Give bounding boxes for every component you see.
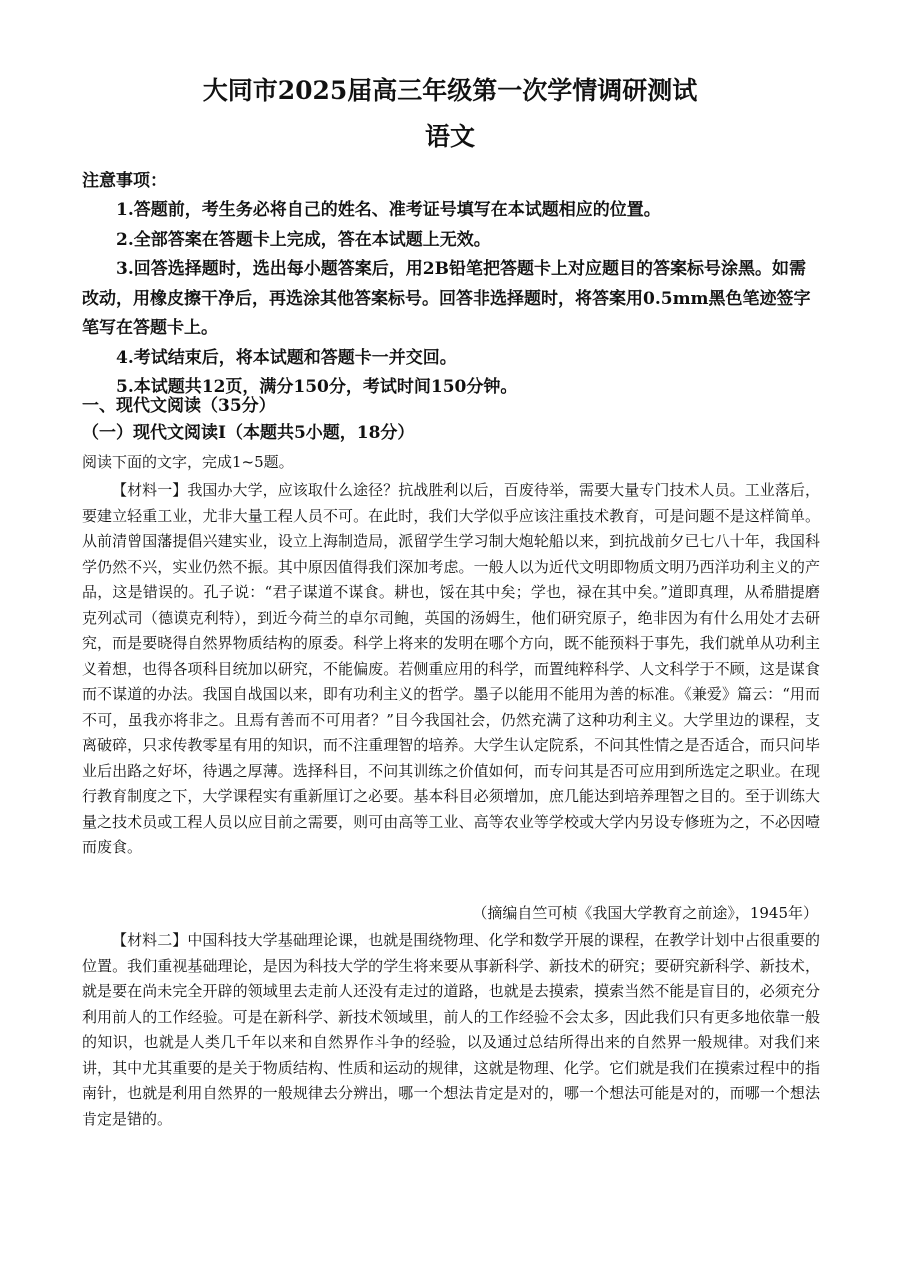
notes-heading: 注意事项： [82,171,167,191]
exam-title: 大同市2025届高三年级第一次学情调研测试 [202,76,698,105]
note-item: 2.全部答案在答题卡上完成，答在本试题上无效。 [116,229,491,250]
subsection-heading: （一）现代文阅读Ⅰ（本题共5小题，18分） [82,423,415,443]
material-one-source: （摘编自竺可桢《我国大学教育之前途》，1945年） [472,904,818,922]
note-item: 5.本试题共12页，满分150分，考试时间150分钟。 [116,377,518,397]
note-item: 1.答题前，考生务必将自己的姓名、准考证号填写在本试题相应的位置。 [116,200,661,220]
section-heading: 一、现代文阅读（35分） [82,396,276,416]
reading-instruction: 阅读下面的文字，完成1~5题。 [82,453,294,471]
note-item: 3.回答选择题时，选出每小题答案后，用2B铅笔把答题卡上对应题目的答案标号涂黑。如需改动，用橡皮擦干净后，再选涂其他答案标号。回答非选择题时，将答案用0.5mm黑色笔迹签字笔写在答题卡上。 [82,259,811,338]
note-item: 4.考试结束后，将本试题和答题卡一并交回。 [116,347,457,368]
material-two-text: 【材料二】中国科技大学基础理论课，也就是围绕物理、化学和数学开展的课程，在教学计划中占很重要的位置。我们重视基础理论，是因为科技大学的学生将来要从事新科学、新技术的研究；要研究新科学、新技术，就是要在尚未完全开辟的领域里去走前人还没有走过的道路，也就是去摸索，摸索当然不能是盲目的，必须充分利用前人的工作经验。可是在新科学、新技术领域里，前人的工作经验不会太多，因此我们只有更多地依靠一般的知识，也就是人类几千年以来和自然界作斗争的经验，以及通过总结所得出来的自然界一般规律。对我们来讲，其中尤其重要的是关于物质结构、性质和运动的规律，这就是物理、化学。它们就是我们在摸索过程中的指南针，也就是利用自然界的一般规律去分辨出，哪一个想法肯定是对的，哪一个想法可能是对的，而哪一个想法肯定是错的。 [82,931,820,1128]
material-one-text: 【材料一】我国办大学，应该取什么途径？抗战胜利以后，百废待举，需要大量专门技术人员。工业落后，要建立轻重工业，尤非大量工程人员不可。在此时，我们大学似乎应该注重技术教育，可是问题不是这样简单。从前清曾国藩提倡兴建实业，设立上海制造局，派留学生学习制大炮轮船以来，到抗战前夕已七八十年，我国科学仍然不兴，实业仍然不振。其中原因值得我们深加考虑。一般人以为近代文明即物质文明乃西洋功利主义的产品，这是错误的。孔子说：“君子谋道不谋食。耕也，馁在其中矣；学也，禄在其中矣。”道即真理，从希腊提磨克列忒司（德谟克利特），到近今荷兰的卓尔司鲍，英国的汤姆生，他们研究原子，绝非因为有什么用处才去研究，而是要晓得自然界物质结构的原委。科学上将来的发明在哪个方向，既不能预料于事先，我们就单从功利主义着想，也得各项科目统加以研究，不能偏废。若侧重应用的科学，而置纯粹科学、人文科学于不顾，这是谋食而不谋道的办法。我国自战国以来，即有功利主义的哲学。墨子以能用不能用为善的标准。《兼爱》篇云：“用而不可，虽我亦将非之。且焉有善而不可用者？”目今我国社会，仍然充满了这种功利主义。大学里边的课程，支离破碎，只求传教零星有用的知识，而不注重理智的培养。大学生认定院系，不问其性情之是否适合，而只问毕业后出路之好坏，待遇之厚薄。选择科目，不问其训练之价值如何，而专问其是否可应用到所选定之职业。在现行教育制度之下，大学课程实有重新厘订之必要。基本科目必须增加，庶几能达到培养理智之目的。至于训练大量之技术员或工程人员以应目前之需要，则可由高等工业、高等农业等学校或大学内另设专修班为之，不必因噎而废食。 [82,481,820,856]
notes-list [82,196,820,403]
subject-title: 语文 [424,122,475,151]
material-one [82,478,820,861]
material-two [82,928,820,1132]
